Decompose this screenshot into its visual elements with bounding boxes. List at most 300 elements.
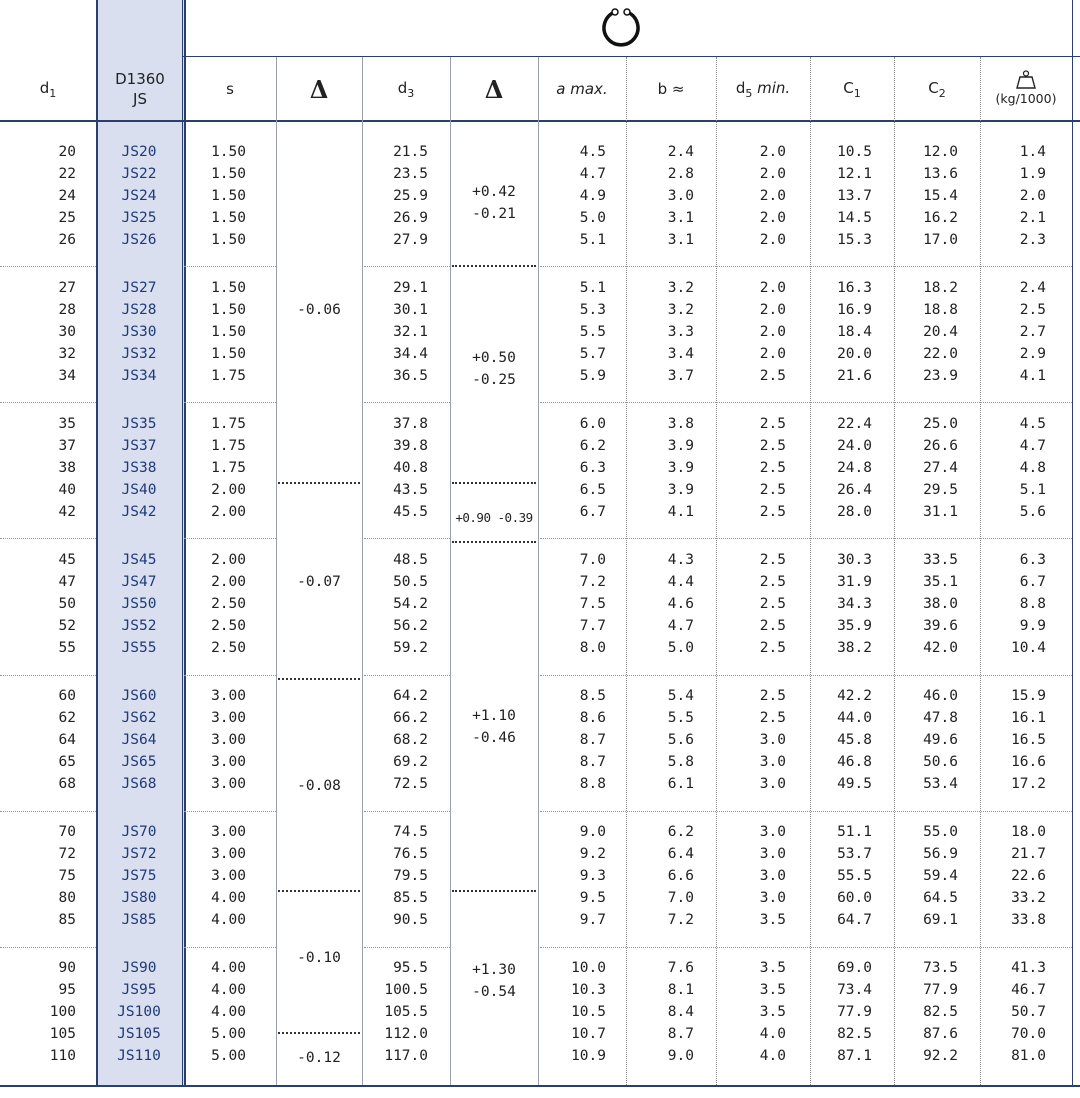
d3-cell: 90.5: [393, 912, 428, 928]
header-b: b ≈: [657, 80, 685, 98]
d1-cell: 38: [58, 460, 76, 476]
b-cell: 4.1: [667, 504, 694, 520]
part-number-cell: JS26: [121, 232, 157, 248]
part-number-cell: JS95: [121, 982, 157, 998]
s-cell: 3.00: [211, 776, 246, 792]
c1-cell: 77.9: [837, 1004, 872, 1020]
c2-cell: 87.6: [923, 1026, 958, 1042]
weight-cell: 5.1: [1019, 482, 1046, 498]
s-cell: 2.00: [211, 552, 246, 568]
s-cell: 1.50: [211, 188, 246, 204]
group-separator: [0, 538, 96, 539]
weight-cell: 6.3: [1019, 552, 1046, 568]
a-max-cell: 10.9: [571, 1048, 606, 1064]
group-separator: [364, 266, 450, 267]
c2-cell: 20.4: [923, 324, 958, 340]
d5-min-cell: 2.5: [759, 552, 786, 568]
s-cell: 3.00: [211, 868, 246, 884]
c1-cell: 22.4: [837, 416, 872, 432]
c2-cell: 42.0: [923, 640, 958, 656]
d3-cell: 100.5: [384, 982, 428, 998]
s-cell: 2.50: [211, 618, 246, 634]
d5-min-cell: 3.5: [759, 982, 786, 998]
weight-cell: 81.0: [1011, 1048, 1046, 1064]
group-separator: [0, 402, 96, 403]
d1-cell: 65: [58, 754, 76, 770]
c2-cell: 55.0: [923, 824, 958, 840]
c1-cell: 69.0: [837, 960, 872, 976]
s-cell: 1.50: [211, 324, 246, 340]
weight-cell: 9.9: [1019, 618, 1046, 634]
weight-cell: 4.7: [1019, 438, 1046, 454]
a-max-cell: 5.1: [579, 280, 606, 296]
d3-cell: 95.5: [393, 960, 428, 976]
b-cell: 8.4: [667, 1004, 694, 1020]
a-max-cell: 6.7: [579, 504, 606, 520]
d3-cell: 30.1: [393, 302, 428, 318]
d1-cell: 95: [58, 982, 76, 998]
d1-cell: 26: [58, 232, 76, 248]
d5-min-cell: 3.0: [759, 732, 786, 748]
d5-min-cell: 2.0: [759, 324, 786, 340]
d5-min-cell: 2.0: [759, 188, 786, 204]
c1-cell: 13.7: [837, 188, 872, 204]
d3-cell: 34.4: [393, 346, 428, 362]
d1-cell: 110: [49, 1048, 76, 1064]
s-cell: 1.75: [211, 368, 246, 384]
c2-cell: 25.0: [923, 416, 958, 432]
weight-cell: 18.0: [1011, 824, 1046, 840]
circlip-ring-icon: [600, 4, 642, 50]
a-max-cell: 10.5: [571, 1004, 606, 1020]
c2-cell: 12.0: [923, 144, 958, 160]
d1-cell: 27: [58, 280, 76, 296]
b-cell: 5.8: [667, 754, 694, 770]
b-cell: 3.9: [667, 438, 694, 454]
s-cell: 4.00: [211, 960, 246, 976]
a-max-cell: 5.7: [579, 346, 606, 362]
part-number-cell: JS22: [121, 166, 157, 182]
s-cell: 2.50: [211, 640, 246, 656]
d1-cell: 22: [58, 166, 76, 182]
tolerance-divider: [452, 482, 536, 484]
part-number-cell: JS75: [121, 868, 157, 884]
c2-cell: 18.8: [923, 302, 958, 318]
part-number-cell: JS25: [121, 210, 157, 226]
a-max-cell: 7.5: [579, 596, 606, 612]
s-cell: 2.50: [211, 596, 246, 612]
d1-cell: 68: [58, 776, 76, 792]
group-separator: [184, 947, 276, 948]
c2-cell: 35.1: [923, 574, 958, 590]
d1-cell: 70: [58, 824, 76, 840]
c2-cell: 13.6: [923, 166, 958, 182]
d3-cell: 66.2: [393, 710, 428, 726]
c2-cell: 22.0: [923, 346, 958, 362]
c1-cell: 46.8: [837, 754, 872, 770]
a-max-cell: 10.7: [571, 1026, 606, 1042]
c2-cell: 31.1: [923, 504, 958, 520]
a-max-cell: 10.0: [571, 960, 606, 976]
group-separator: [540, 538, 1072, 539]
group-separator: [364, 538, 450, 539]
part-number-cell: JS20: [121, 144, 157, 160]
d1-cell: 24: [58, 188, 76, 204]
d3-cell: 112.0: [384, 1026, 428, 1042]
c2-cell: 23.9: [923, 368, 958, 384]
b-cell: 3.1: [667, 232, 694, 248]
part-number-cell: JS35: [121, 416, 157, 432]
s-cell: 1.50: [211, 280, 246, 296]
c2-cell: 53.4: [923, 776, 958, 792]
c1-cell: 45.8: [837, 732, 872, 748]
d5-min-cell: 3.0: [759, 824, 786, 840]
b-cell: 8.7: [667, 1026, 694, 1042]
c2-cell: 56.9: [923, 846, 958, 862]
s-cell: 1.75: [211, 438, 246, 454]
a-max-cell: 4.7: [579, 166, 606, 182]
c1-cell: 55.5: [837, 868, 872, 884]
c1-cell: 24.0: [837, 438, 872, 454]
weight-cell: 6.7: [1019, 574, 1046, 590]
group-separator: [0, 266, 96, 267]
c2-cell: 92.2: [923, 1048, 958, 1064]
b-cell: 4.4: [667, 574, 694, 590]
part-number-cell: JS68: [121, 776, 157, 792]
weight-cell: 2.0: [1019, 188, 1046, 204]
s-cell: 1.50: [211, 166, 246, 182]
c1-cell: 24.8: [837, 460, 872, 476]
tolerance-divider: [452, 541, 536, 543]
header-s-tolerance: Δ: [309, 74, 329, 104]
part-number-cell: JS62: [121, 710, 157, 726]
d5-min-cell: 2.0: [759, 166, 786, 182]
b-cell: 3.7: [667, 368, 694, 384]
d1-cell: 45: [58, 552, 76, 568]
c1-cell: 60.0: [837, 890, 872, 906]
d5-min-cell: 2.0: [759, 210, 786, 226]
d1-cell: 42: [58, 504, 76, 520]
c2-cell: 33.5: [923, 552, 958, 568]
d3-tolerance: +1.10 -0.46: [472, 708, 516, 746]
d1-cell: 60: [58, 688, 76, 704]
header-d5-min: $d_5$ min.: [735, 78, 791, 100]
d3-cell: 23.5: [393, 166, 428, 182]
weight-cell: 5.6: [1019, 504, 1046, 520]
weight-cell: 16.1: [1011, 710, 1046, 726]
c2-cell: 82.5: [923, 1004, 958, 1020]
a-max-cell: 5.9: [579, 368, 606, 384]
s-cell: 4.00: [211, 890, 246, 906]
weight-cell: 16.5: [1011, 732, 1046, 748]
c1-cell: 73.4: [837, 982, 872, 998]
d5-min-cell: 3.0: [759, 868, 786, 884]
d1-cell: 55: [58, 640, 76, 656]
part-number-cell: JS50: [121, 596, 157, 612]
c1-cell: 53.7: [837, 846, 872, 862]
d3-cell: 36.5: [393, 368, 428, 384]
b-cell: 5.0: [667, 640, 694, 656]
part-number-cell: JS40: [121, 482, 157, 498]
b-cell: 6.2: [667, 824, 694, 840]
weight-cell: 2.9: [1019, 346, 1046, 362]
d5-min-cell: 2.5: [759, 368, 786, 384]
d3-cell: 59.2: [393, 640, 428, 656]
s-cell: 1.50: [211, 346, 246, 362]
a-max-cell: 5.5: [579, 324, 606, 340]
c1-cell: 31.9: [837, 574, 872, 590]
table-bottom-rule: [0, 1085, 1080, 1087]
column-rule: [1072, 0, 1073, 1085]
s-cell: 1.75: [211, 416, 246, 432]
d3-cell: 79.5: [393, 868, 428, 884]
s-cell: 3.00: [211, 688, 246, 704]
a-max-cell: 6.5: [579, 482, 606, 498]
d3-cell: 29.1: [393, 280, 428, 296]
a-max-cell: 9.2: [579, 846, 606, 862]
s-cell: 4.00: [211, 1004, 246, 1020]
part-number-cell: JS30: [121, 324, 157, 340]
b-cell: 5.4: [667, 688, 694, 704]
group-separator: [184, 402, 276, 403]
d5-min-cell: 2.5: [759, 574, 786, 590]
c1-cell: 16.9: [837, 302, 872, 318]
weight-cell: 16.6: [1011, 754, 1046, 770]
b-cell: 9.0: [667, 1048, 694, 1064]
group-separator: [364, 675, 450, 676]
s-cell: 4.00: [211, 982, 246, 998]
d5-min-cell: 2.5: [759, 482, 786, 498]
d3-cell: 37.8: [393, 416, 428, 432]
a-max-cell: 8.6: [579, 710, 606, 726]
part-number-cell: JS37: [121, 438, 157, 454]
c2-cell: 46.0: [923, 688, 958, 704]
d3-cell: 50.5: [393, 574, 428, 590]
a-max-cell: 9.3: [579, 868, 606, 884]
weight-cell: 2.7: [1019, 324, 1046, 340]
b-cell: 3.1: [667, 210, 694, 226]
b-cell: 2.8: [667, 166, 694, 182]
c2-cell: 59.4: [923, 868, 958, 884]
weight-cell: 22.6: [1011, 868, 1046, 884]
a-max-cell: 7.0: [579, 552, 606, 568]
header-part-number: D1360 JS: [115, 70, 165, 108]
b-cell: 4.3: [667, 552, 694, 568]
header-c1: $C_1$: [843, 78, 861, 100]
c2-cell: 16.2: [923, 210, 958, 226]
weight-cell: 2.4: [1019, 280, 1046, 296]
part-number-cell: JS110: [117, 1048, 161, 1064]
weight-cell: 1.4: [1019, 144, 1046, 160]
tolerance-divider: [452, 890, 536, 892]
group-separator: [184, 266, 276, 267]
b-cell: 4.6: [667, 596, 694, 612]
d3-cell: 26.9: [393, 210, 428, 226]
s-cell: 1.75: [211, 460, 246, 476]
header-d3: $d_3$: [397, 78, 415, 100]
d3-tolerance: +0.42 -0.21: [472, 184, 516, 222]
d1-cell: 25: [58, 210, 76, 226]
d3-cell: 72.5: [393, 776, 428, 792]
a-max-cell: 6.3: [579, 460, 606, 476]
group-separator: [184, 538, 276, 539]
a-max-cell: 8.5: [579, 688, 606, 704]
s-cell: 2.00: [211, 504, 246, 520]
group-separator: [540, 811, 1072, 812]
d3-tolerance: +0.90 -0.39: [455, 510, 533, 525]
d5-min-cell: 3.0: [759, 754, 786, 770]
c2-cell: 27.4: [923, 460, 958, 476]
b-cell: 5.6: [667, 732, 694, 748]
s-cell: 3.00: [211, 754, 246, 770]
s-cell: 5.00: [211, 1026, 246, 1042]
a-max-cell: 8.7: [579, 754, 606, 770]
b-cell: 3.0: [667, 188, 694, 204]
part-number-cell: JS52: [121, 618, 157, 634]
b-cell: 7.2: [667, 912, 694, 928]
a-max-cell: 5.1: [579, 232, 606, 248]
a-max-cell: 8.7: [579, 732, 606, 748]
c2-cell: 49.6: [923, 732, 958, 748]
a-max-cell: 8.0: [579, 640, 606, 656]
header-a-max: a max.: [556, 80, 608, 98]
c1-cell: 21.6: [837, 368, 872, 384]
c2-cell: 29.5: [923, 482, 958, 498]
weight-cell: 33.8: [1011, 912, 1046, 928]
d1-cell: 32: [58, 346, 76, 362]
d5-min-cell: 4.0: [759, 1048, 786, 1064]
d3-cell: 68.2: [393, 732, 428, 748]
c2-cell: 17.0: [923, 232, 958, 248]
part-number-cell: JS60: [121, 688, 157, 704]
group-separator: [540, 266, 1072, 267]
d3-cell: 39.8: [393, 438, 428, 454]
c1-cell: 38.2: [837, 640, 872, 656]
part-number-cell: JS90: [121, 960, 157, 976]
b-cell: 3.8: [667, 416, 694, 432]
group-separator: [540, 947, 1072, 948]
c2-cell: 47.8: [923, 710, 958, 726]
b-cell: 6.6: [667, 868, 694, 884]
weight-cell: 17.2: [1011, 776, 1046, 792]
d5-min-cell: 3.5: [759, 960, 786, 976]
c1-cell: 82.5: [837, 1026, 872, 1042]
d1-cell: 28: [58, 302, 76, 318]
weight-cell: 1.9: [1019, 166, 1046, 182]
part-number-cell: JS64: [121, 732, 157, 748]
c1-cell: 15.3: [837, 232, 872, 248]
c2-cell: 64.5: [923, 890, 958, 906]
header-d1: $d_1$: [39, 78, 57, 100]
s-tolerance: -0.08: [297, 778, 341, 794]
header-bottom-rule: [0, 120, 1080, 122]
s-cell: 3.00: [211, 846, 246, 862]
d5-min-cell: 2.5: [759, 710, 786, 726]
weight-cell: 4.8: [1019, 460, 1046, 476]
d3-cell: 48.5: [393, 552, 428, 568]
tolerance-divider: [278, 1032, 360, 1034]
weight-cell: 2.3: [1019, 232, 1046, 248]
d5-min-cell: 3.0: [759, 890, 786, 906]
c1-cell: 18.4: [837, 324, 872, 340]
a-max-cell: 10.3: [571, 982, 606, 998]
s-cell: 2.00: [211, 482, 246, 498]
d1-cell: 75: [58, 868, 76, 884]
part-number-cell: JS42: [121, 504, 157, 520]
b-cell: 6.4: [667, 846, 694, 862]
group-separator: [0, 811, 96, 812]
part-number-cell: JS80: [121, 890, 157, 906]
weight-cell: 4.1: [1019, 368, 1046, 384]
d5-min-cell: 2.5: [759, 416, 786, 432]
header-weight: (kg/1000): [980, 58, 1072, 120]
d5-min-cell: 2.0: [759, 302, 786, 318]
tolerance-divider: [452, 265, 536, 267]
d5-min-cell: 2.5: [759, 596, 786, 612]
c1-cell: 87.1: [837, 1048, 872, 1064]
weight-icon: [1015, 70, 1037, 90]
a-max-cell: 5.3: [579, 302, 606, 318]
s-cell: 5.00: [211, 1048, 246, 1064]
s-cell: 3.00: [211, 824, 246, 840]
d3-cell: 117.0: [384, 1048, 428, 1064]
d1-cell: 80: [58, 890, 76, 906]
part-number-cell: JS85: [121, 912, 157, 928]
d3-cell: 21.5: [393, 144, 428, 160]
c2-cell: 77.9: [923, 982, 958, 998]
s-tolerance: -0.07: [297, 574, 341, 590]
d5-min-cell: 2.0: [759, 144, 786, 160]
d1-cell: 85: [58, 912, 76, 928]
d5-min-cell: 3.5: [759, 1004, 786, 1020]
s-tolerance: -0.12: [297, 1050, 341, 1066]
c2-cell: 26.6: [923, 438, 958, 454]
b-cell: 6.1: [667, 776, 694, 792]
a-max-cell: 9.7: [579, 912, 606, 928]
s-cell: 1.50: [211, 232, 246, 248]
d3-cell: 64.2: [393, 688, 428, 704]
s-cell: 3.00: [211, 710, 246, 726]
c1-cell: 49.5: [837, 776, 872, 792]
part-number-cell: JS38: [121, 460, 157, 476]
weight-cell: 2.1: [1019, 210, 1046, 226]
a-max-cell: 8.8: [579, 776, 606, 792]
a-max-cell: 4.5: [579, 144, 606, 160]
b-cell: 4.7: [667, 618, 694, 634]
group-separator: [364, 811, 450, 812]
tolerance-divider: [278, 482, 360, 484]
part-number-cell: JS105: [117, 1026, 161, 1042]
part-number-cell: JS72: [121, 846, 157, 862]
d1-cell: 100: [49, 1004, 76, 1020]
c1-cell: 10.5: [837, 144, 872, 160]
group-separator: [364, 402, 450, 403]
d5-min-cell: 2.5: [759, 640, 786, 656]
a-max-cell: 7.2: [579, 574, 606, 590]
d5-min-cell: 4.0: [759, 1026, 786, 1042]
b-cell: 3.3: [667, 324, 694, 340]
part-number-cell: JS100: [117, 1004, 161, 1020]
column-rule: [182, 0, 183, 1085]
d1-cell: 72: [58, 846, 76, 862]
d5-min-cell: 3.0: [759, 776, 786, 792]
part-number-cell: JS45: [121, 552, 157, 568]
c1-cell: 51.1: [837, 824, 872, 840]
b-cell: 7.6: [667, 960, 694, 976]
s-cell: 4.00: [211, 912, 246, 928]
a-max-cell: 9.0: [579, 824, 606, 840]
group-separator: [0, 947, 96, 948]
